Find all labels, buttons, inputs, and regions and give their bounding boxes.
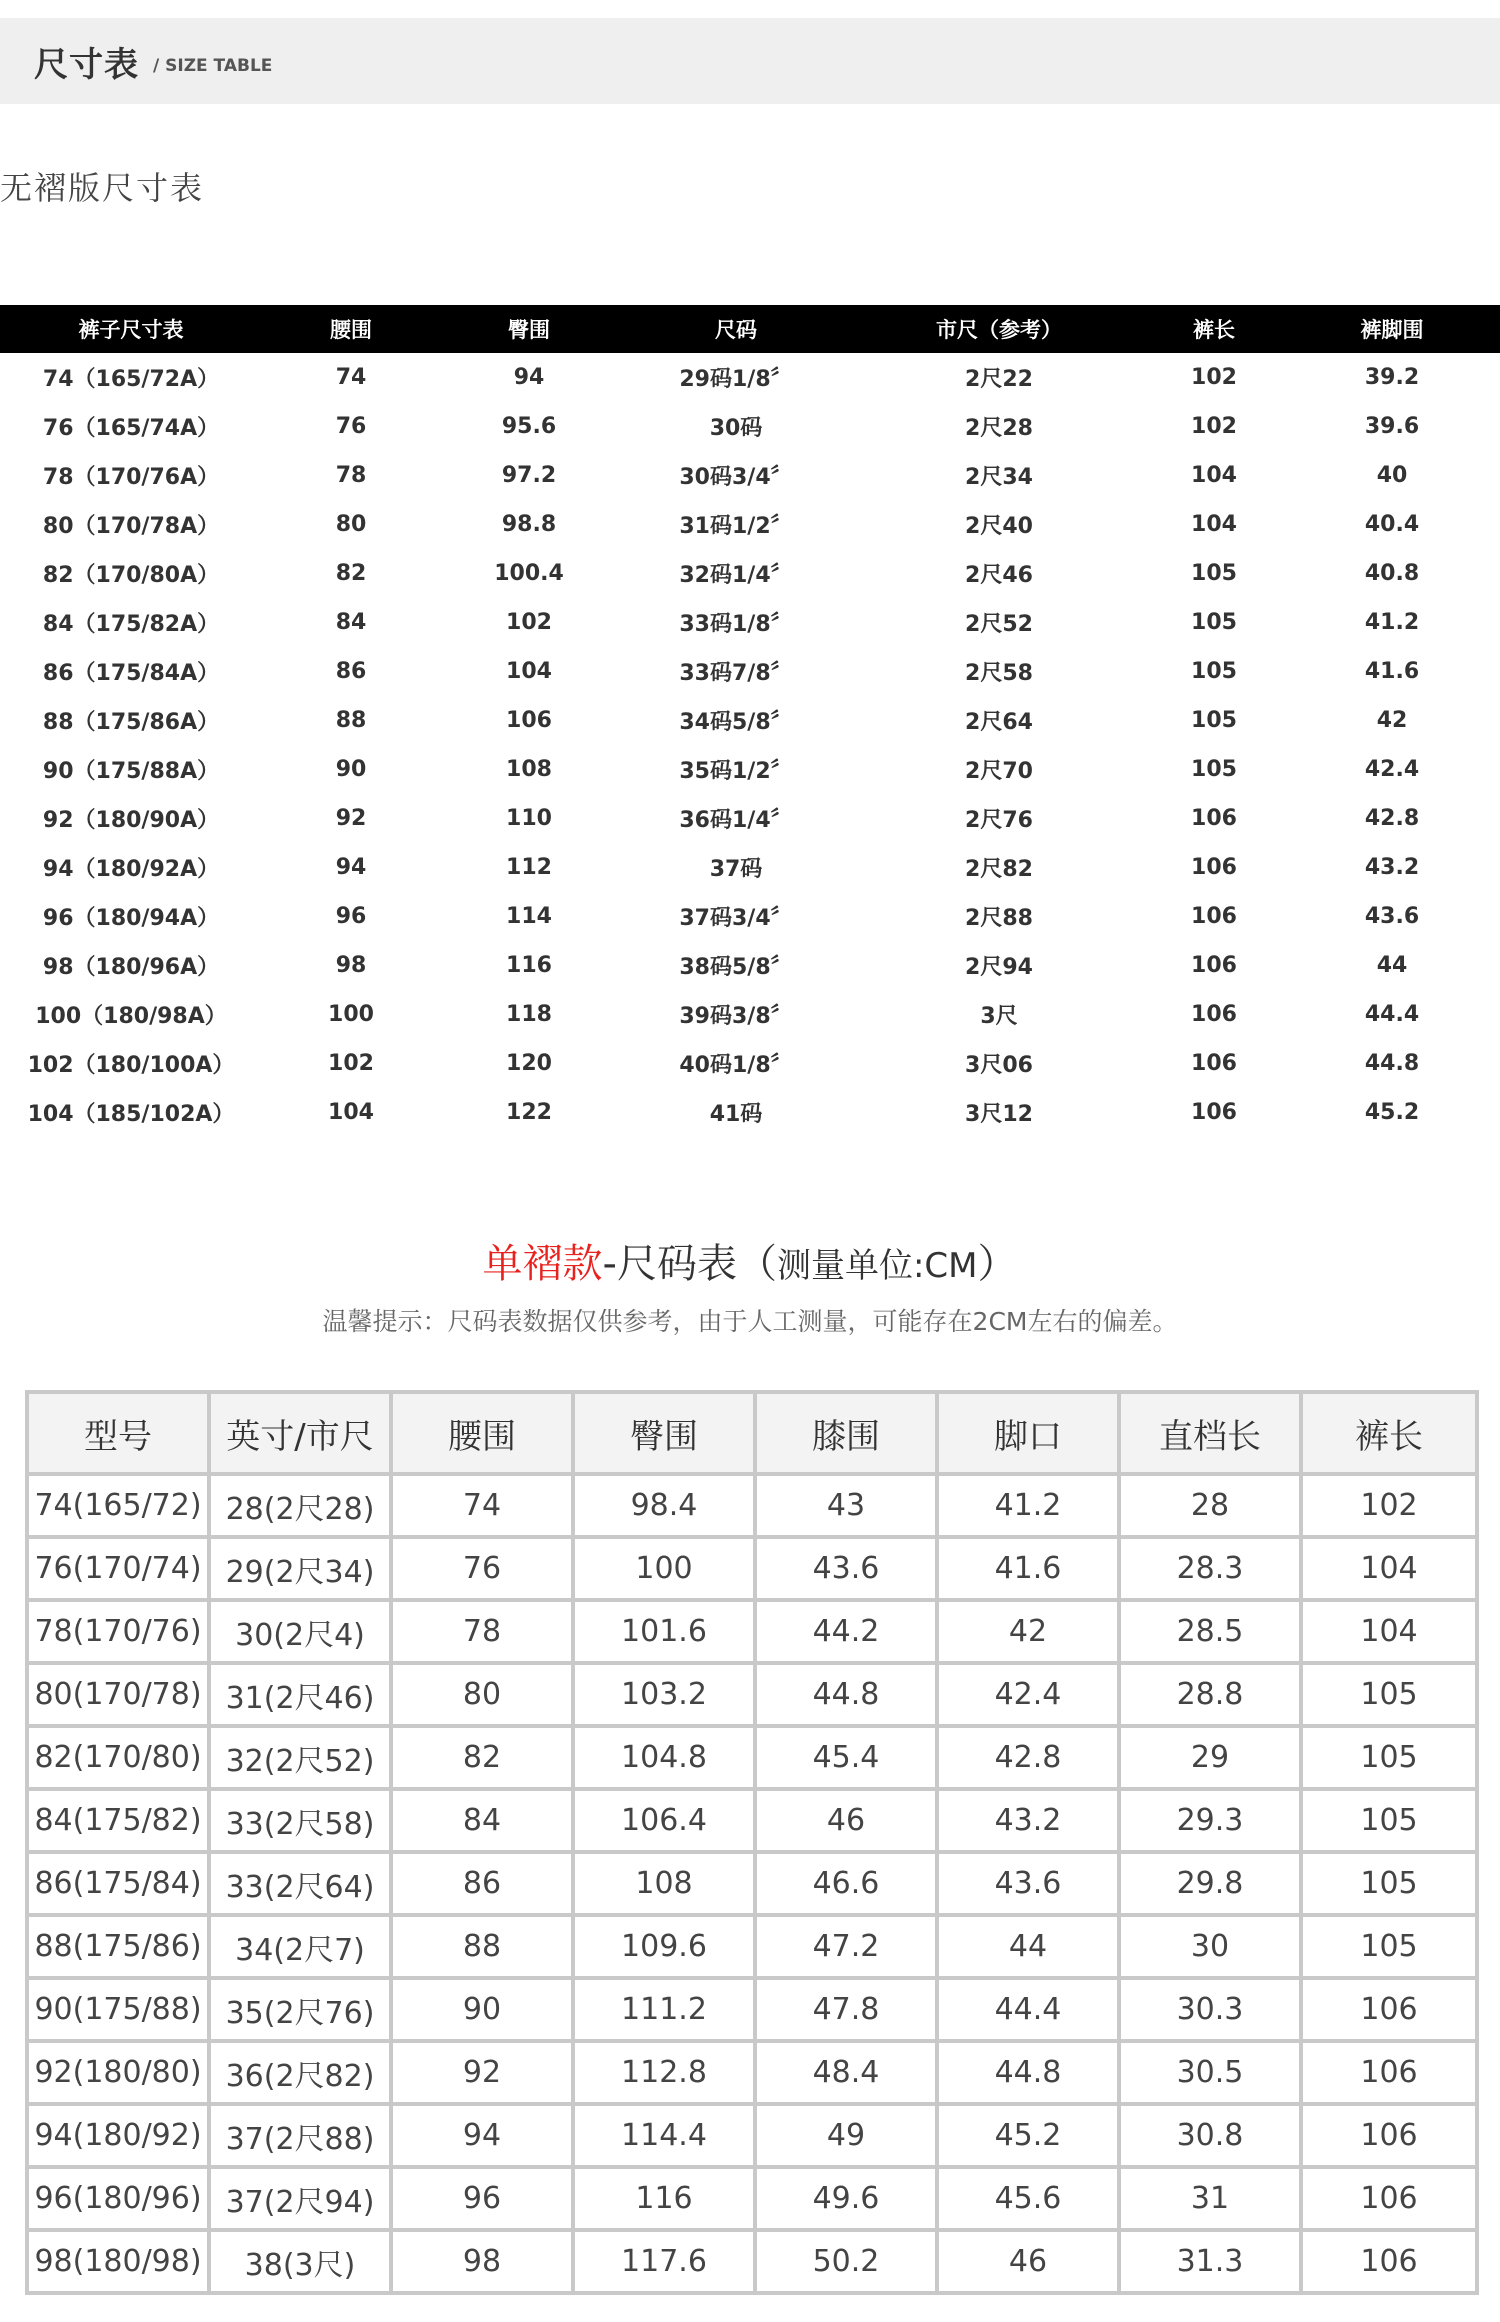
table-cell: 35(2尺76) [209, 1978, 391, 2041]
table-cell: 106 [1191, 953, 1237, 978]
table-cell: 104 [1191, 512, 1237, 537]
table-cell: 39码3/8〞 [679, 1004, 793, 1029]
table-cell: 106 [1191, 855, 1237, 880]
table-cell: 86(175/84) [27, 1852, 209, 1915]
table-cell: 116 [573, 2167, 755, 2230]
table-cell: 30.5 [1119, 2041, 1301, 2104]
section1-title: 无褶版尺寸表 [0, 169, 205, 207]
table-cell: 111.2 [573, 1978, 755, 2041]
table-cell: 76(170/74) [27, 1537, 209, 1600]
column-header: 臀围 [440, 305, 618, 353]
table-cell: 76（165/74A） [42, 416, 220, 441]
table-row [27, 2167, 1477, 2230]
table-cell: 41.2 [937, 1474, 1119, 1537]
table-cell: 42.4 [937, 1663, 1119, 1726]
table-cell: 96 [391, 2167, 573, 2230]
table-cell: 98（180/96A） [42, 955, 220, 980]
table-cell: 98.8 [501, 512, 557, 537]
column-header: 裤脚围 [1284, 305, 1500, 353]
table-cell: 88(175/86) [27, 1915, 209, 1978]
table-cell: 105 [1191, 757, 1237, 782]
table-cell: 31(2尺46) [209, 1663, 391, 1726]
table-cell: 44 [937, 1915, 1119, 1978]
table-cell: 41.2 [1364, 610, 1420, 635]
table-cell: 40码1/8〞 [679, 1053, 793, 1078]
table-cell: 2尺52 [965, 612, 1033, 637]
table-cell: 38码5/8〞 [679, 955, 793, 980]
table-cell: 104 [506, 659, 552, 684]
table-cell: 102 [1191, 414, 1237, 439]
table-cell: 43.2 [1364, 855, 1420, 880]
table-cell: 41.6 [1364, 659, 1420, 684]
table-cell: 84 [391, 1789, 573, 1852]
table-cell: 31 [1119, 2167, 1301, 2230]
column-header: 直档长 [1119, 1392, 1301, 1474]
table-cell: 45.2 [937, 2104, 1119, 2167]
table-cell: 42 [1376, 708, 1408, 733]
table-cell: 94 [335, 855, 367, 880]
table-cell: 36(2尺82) [209, 2041, 391, 2104]
table-cell: 2尺40 [965, 514, 1033, 539]
table-cell: 45.6 [937, 2167, 1119, 2230]
table-cell: 82 [391, 1726, 573, 1789]
table-cell: 80 [335, 512, 367, 537]
table-cell: 80 [391, 1663, 573, 1726]
column-header: 裤长 [1144, 305, 1284, 353]
table-cell: 96(180/96) [27, 2167, 209, 2230]
table-row [0, 941, 1500, 990]
table-cell: 34码5/8〞 [679, 710, 793, 735]
table-cell: 74 [391, 1474, 573, 1537]
table-cell: 94 [513, 365, 545, 390]
table-row [27, 2041, 1477, 2104]
table-cell: 105 [1191, 610, 1237, 635]
table-cell: 43 [755, 1474, 937, 1537]
table-cell: 88 [335, 708, 367, 733]
table-row [27, 1915, 1477, 1978]
table-cell: 114 [506, 904, 552, 929]
table-cell: 74（165/72A） [42, 367, 220, 392]
table-cell: 84（175/82A） [42, 612, 220, 637]
table-cell: 42.8 [937, 1726, 1119, 1789]
no-pleat-size-table [0, 305, 1500, 1137]
section2-title-close: ） [977, 1241, 1018, 1287]
table-cell: 100.4 [494, 561, 564, 586]
table-cell: 117.6 [573, 2230, 755, 2293]
section2-title [0, 1232, 1500, 1289]
table-cell: 100 [328, 1002, 374, 1027]
column-header: 臀围 [573, 1392, 755, 1474]
table-cell: 43.6 [755, 1537, 937, 1600]
table-cell: 43.6 [1364, 904, 1420, 929]
table-cell: 86 [335, 659, 367, 684]
section2-title-highlight: 单褶款 [482, 1241, 603, 1287]
table-cell: 30.8 [1119, 2104, 1301, 2167]
table-row [0, 1039, 1500, 1088]
table-cell: 104 [1191, 463, 1237, 488]
table-cell: 98.4 [573, 1474, 755, 1537]
table-row [0, 696, 1500, 745]
table-cell: 42 [937, 1600, 1119, 1663]
table-cell: 35码1/2〞 [679, 759, 793, 784]
table-cell: 92(180/80) [27, 2041, 209, 2104]
table-cell: 104.8 [573, 1726, 755, 1789]
table-cell: 30码3/4〞 [679, 465, 793, 490]
table-cell: 105 [1191, 561, 1237, 586]
table-cell: 41码 [709, 1102, 763, 1127]
table-cell: 39.2 [1364, 365, 1420, 390]
table-cell: 95.6 [501, 414, 557, 439]
table-row [0, 500, 1500, 549]
table-cell: 30.3 [1119, 1978, 1301, 2041]
table-cell: 97.2 [501, 463, 557, 488]
table-cell: 2尺58 [965, 661, 1033, 686]
table-cell: 102（180/100A） [27, 1053, 235, 1078]
table-row [27, 1600, 1477, 1663]
table-cell: 84(175/82) [27, 1789, 209, 1852]
table-cell: 2尺94 [965, 955, 1033, 980]
table-row [27, 1852, 1477, 1915]
table-cell: 106 [1191, 1002, 1237, 1027]
table-cell: 98 [335, 953, 367, 978]
table-cell: 101.6 [573, 1600, 755, 1663]
table-cell: 90（175/88A） [42, 759, 220, 784]
table-row [0, 1088, 1500, 1137]
table-cell: 48.4 [755, 2041, 937, 2104]
table-cell: 47.2 [755, 1915, 937, 1978]
table-cell: 28.8 [1119, 1663, 1301, 1726]
page-title: 尺寸表 [34, 44, 139, 85]
table-cell: 2尺70 [965, 759, 1033, 784]
table-cell: 104 [1301, 1600, 1477, 1663]
table-cell: 92 [335, 806, 367, 831]
table-row [0, 549, 1500, 598]
table-cell: 108 [573, 1852, 755, 1915]
measurement-hint: 温馨提示：尺码表数据仅供参考，由于人工测量，可能存在2CM左右的偏差。 [322, 1307, 1178, 1336]
table-cell: 32码1/4〞 [679, 563, 793, 588]
table-cell: 90(175/88) [27, 1978, 209, 2041]
table-cell: 102 [1191, 365, 1237, 390]
table-cell: 94(180/92) [27, 2104, 209, 2167]
table-cell: 105 [1301, 1915, 1477, 1978]
table-cell: 116 [506, 953, 552, 978]
table-cell: 88 [391, 1915, 573, 1978]
table-cell: 80(170/78) [27, 1663, 209, 1726]
table-cell: 2尺64 [965, 710, 1033, 735]
table-cell: 31.3 [1119, 2230, 1301, 2293]
table-cell: 40.8 [1364, 561, 1420, 586]
table-cell: 3尺12 [965, 1102, 1033, 1127]
table-cell: 43.6 [937, 1852, 1119, 1915]
table-cell: 44.8 [937, 2041, 1119, 2104]
table-row [27, 1537, 1477, 1600]
table-cell: 74(165/72) [27, 1474, 209, 1537]
table-cell: 104 [328, 1100, 374, 1125]
table-cell: 29.3 [1119, 1789, 1301, 1852]
table-cell: 105 [1301, 1663, 1477, 1726]
table-row [27, 2104, 1477, 2167]
table-cell: 106 [506, 708, 552, 733]
header-bar [0, 18, 1500, 104]
table-cell: 106 [1301, 2041, 1477, 2104]
table-cell: 106 [1301, 2104, 1477, 2167]
table-cell: 102 [506, 610, 552, 635]
table-cell: 104（185/102A） [27, 1102, 235, 1127]
table-cell: 37(2尺94) [209, 2167, 391, 2230]
table-cell: 106 [1301, 1978, 1477, 2041]
column-header: 尺码 [618, 305, 854, 353]
column-header: 裤子尺寸表 [0, 305, 262, 353]
table-cell: 105 [1191, 659, 1237, 684]
table-cell: 36码1/4〞 [679, 808, 793, 833]
table-cell: 44.8 [1364, 1051, 1420, 1076]
table-cell: 106 [1301, 2167, 1477, 2230]
table-cell: 122 [506, 1100, 552, 1125]
table-cell: 31码1/2〞 [679, 514, 793, 539]
table-cell: 88（175/86A） [42, 710, 220, 735]
table-cell: 82(170/80) [27, 1726, 209, 1789]
table-cell: 30码 [709, 416, 763, 441]
table-cell: 29(2尺34) [209, 1537, 391, 1600]
column-header: 英寸/市尺 [209, 1392, 391, 1474]
table-cell: 98(180/98) [27, 2230, 209, 2293]
column-header: 膝围 [755, 1392, 937, 1474]
table-cell: 37码 [709, 857, 763, 882]
table-row [0, 794, 1500, 843]
table-cell: 47.8 [755, 1978, 937, 2041]
table-cell: 103.2 [573, 1663, 755, 1726]
table-cell: 105 [1191, 708, 1237, 733]
table-row [0, 892, 1500, 941]
table-header-row [0, 305, 1500, 353]
table-cell: 96 [335, 904, 367, 929]
table-cell: 33(2尺58) [209, 1789, 391, 1852]
table-cell: 2尺46 [965, 563, 1033, 588]
table-cell: 102 [328, 1051, 374, 1076]
table-cell: 3尺06 [965, 1053, 1033, 1078]
table-row [27, 2230, 1477, 2293]
table-cell: 108 [506, 757, 552, 782]
table-cell: 39.6 [1364, 414, 1420, 439]
table-cell: 37(2尺88) [209, 2104, 391, 2167]
table-row [27, 1978, 1477, 2041]
table-cell: 50.2 [755, 2230, 937, 2293]
table-cell: 105 [1301, 1852, 1477, 1915]
table-cell: 28.3 [1119, 1537, 1301, 1600]
column-header: 腰围 [391, 1392, 573, 1474]
table-cell: 84 [335, 610, 367, 635]
table-cell: 106 [1191, 806, 1237, 831]
table-cell: 49.6 [755, 2167, 937, 2230]
table-row [0, 843, 1500, 892]
table-cell: 80（170/78A） [42, 514, 220, 539]
table-cell: 105 [1301, 1726, 1477, 1789]
table-row [27, 1789, 1477, 1852]
table-cell: 42.8 [1364, 806, 1420, 831]
table-cell: 78(170/76) [27, 1600, 209, 1663]
table-cell: 46.6 [755, 1852, 937, 1915]
table-cell: 112.8 [573, 2041, 755, 2104]
table-cell: 33(2尺64) [209, 1852, 391, 1915]
table-cell: 118 [506, 1002, 552, 1027]
table-cell: 44.4 [1364, 1002, 1420, 1027]
column-header: 市尺（参考） [854, 305, 1144, 353]
table-cell: 43.2 [937, 1789, 1119, 1852]
table-cell: 44.4 [937, 1978, 1119, 2041]
table-cell: 104 [1301, 1537, 1477, 1600]
table-cell: 37码3/4〞 [679, 906, 793, 931]
page-subtitle: / SIZE TABLE [153, 56, 273, 76]
table-cell: 28.5 [1119, 1600, 1301, 1663]
table-cell: 40.4 [1364, 512, 1420, 537]
table-row [0, 647, 1500, 696]
column-header: 裤长 [1301, 1392, 1477, 1474]
table-cell: 106 [1301, 2230, 1477, 2293]
table-cell: 120 [506, 1051, 552, 1076]
table-cell: 45.4 [755, 1726, 937, 1789]
table-cell: 44.8 [755, 1663, 937, 1726]
table-cell: 110 [506, 806, 552, 831]
table-cell: 106.4 [573, 1789, 755, 1852]
table-cell: 29 [1119, 1726, 1301, 1789]
table-body [27, 1474, 1477, 2293]
table-cell: 42.4 [1364, 757, 1420, 782]
table-row [0, 451, 1500, 500]
table-cell: 78 [391, 1600, 573, 1663]
table-cell: 100 [573, 1537, 755, 1600]
table-cell: 3尺 [980, 1004, 1018, 1029]
table-cell: 34(2尺7) [209, 1915, 391, 1978]
table-cell: 90 [391, 1978, 573, 2041]
table-cell: 44.2 [755, 1600, 937, 1663]
table-cell: 2尺28 [965, 416, 1033, 441]
table-cell: 30 [1119, 1915, 1301, 1978]
table-header-row [27, 1392, 1477, 1474]
table-cell: 82（170/80A） [42, 563, 220, 588]
section2-title-unit: 测量单位:CM [776, 1246, 978, 1286]
table-body [0, 353, 1500, 1137]
table-cell: 86 [391, 1852, 573, 1915]
table-cell: 74 [335, 365, 367, 390]
table-cell: 46 [937, 2230, 1119, 2293]
table-cell: 92 [391, 2041, 573, 2104]
table-cell: 40 [1376, 463, 1408, 488]
table-cell: 106 [1191, 1051, 1237, 1076]
table-cell: 2尺34 [965, 465, 1033, 490]
table-row [0, 990, 1500, 1039]
table-cell: 2尺88 [965, 906, 1033, 931]
table-row [0, 353, 1500, 402]
table-row [0, 402, 1500, 451]
single-pleat-size-table [25, 1390, 1479, 2295]
table-cell: 76 [335, 414, 367, 439]
table-cell: 114.4 [573, 2104, 755, 2167]
table-cell: 94 [391, 2104, 573, 2167]
table-cell: 106 [1191, 904, 1237, 929]
table-cell: 92（180/90A） [42, 808, 220, 833]
section2-title-text: -尺码表（ [602, 1241, 777, 1287]
table-cell: 44 [1376, 953, 1408, 978]
column-header: 脚口 [937, 1392, 1119, 1474]
table-cell: 46 [755, 1789, 937, 1852]
table-cell: 28(2尺28) [209, 1474, 391, 1537]
table-cell: 94（180/92A） [42, 857, 220, 882]
table-cell: 112 [506, 855, 552, 880]
table-cell: 30(2尺4) [209, 1600, 391, 1663]
table-cell: 86（175/84A） [42, 661, 220, 686]
table-cell: 102 [1301, 1474, 1477, 1537]
table-cell: 98 [391, 2230, 573, 2293]
table-cell: 106 [1191, 1100, 1237, 1125]
table-cell: 105 [1301, 1789, 1477, 1852]
table-row [27, 1663, 1477, 1726]
table-cell: 28 [1119, 1474, 1301, 1537]
table-cell: 41.6 [937, 1537, 1119, 1600]
table-row [0, 598, 1500, 647]
table-cell: 2尺76 [965, 808, 1033, 833]
table-cell: 38(3尺) [209, 2230, 391, 2293]
column-header: 腰围 [262, 305, 440, 353]
table-cell: 2尺82 [965, 857, 1033, 882]
table-cell: 33码7/8〞 [679, 661, 793, 686]
table-cell: 76 [391, 1537, 573, 1600]
table-row [0, 745, 1500, 794]
table-row [27, 1474, 1477, 1537]
table-cell: 78 [335, 463, 367, 488]
table-cell: 2尺22 [965, 367, 1033, 392]
column-header: 型号 [27, 1392, 209, 1474]
table-cell: 29码1/8〞 [679, 367, 793, 392]
table-cell: 78（170/76A） [42, 465, 220, 490]
table-cell: 49 [755, 2104, 937, 2167]
table-cell: 100（180/98A） [35, 1004, 227, 1029]
table-cell: 96（180/94A） [42, 906, 220, 931]
table-cell: 109.6 [573, 1915, 755, 1978]
table-cell: 45.2 [1364, 1100, 1420, 1125]
table-cell: 90 [335, 757, 367, 782]
table-cell: 82 [335, 561, 367, 586]
table-cell: 32(2尺52) [209, 1726, 391, 1789]
table-cell: 33码1/8〞 [679, 612, 793, 637]
table-row [27, 1726, 1477, 1789]
table-cell: 29.8 [1119, 1852, 1301, 1915]
